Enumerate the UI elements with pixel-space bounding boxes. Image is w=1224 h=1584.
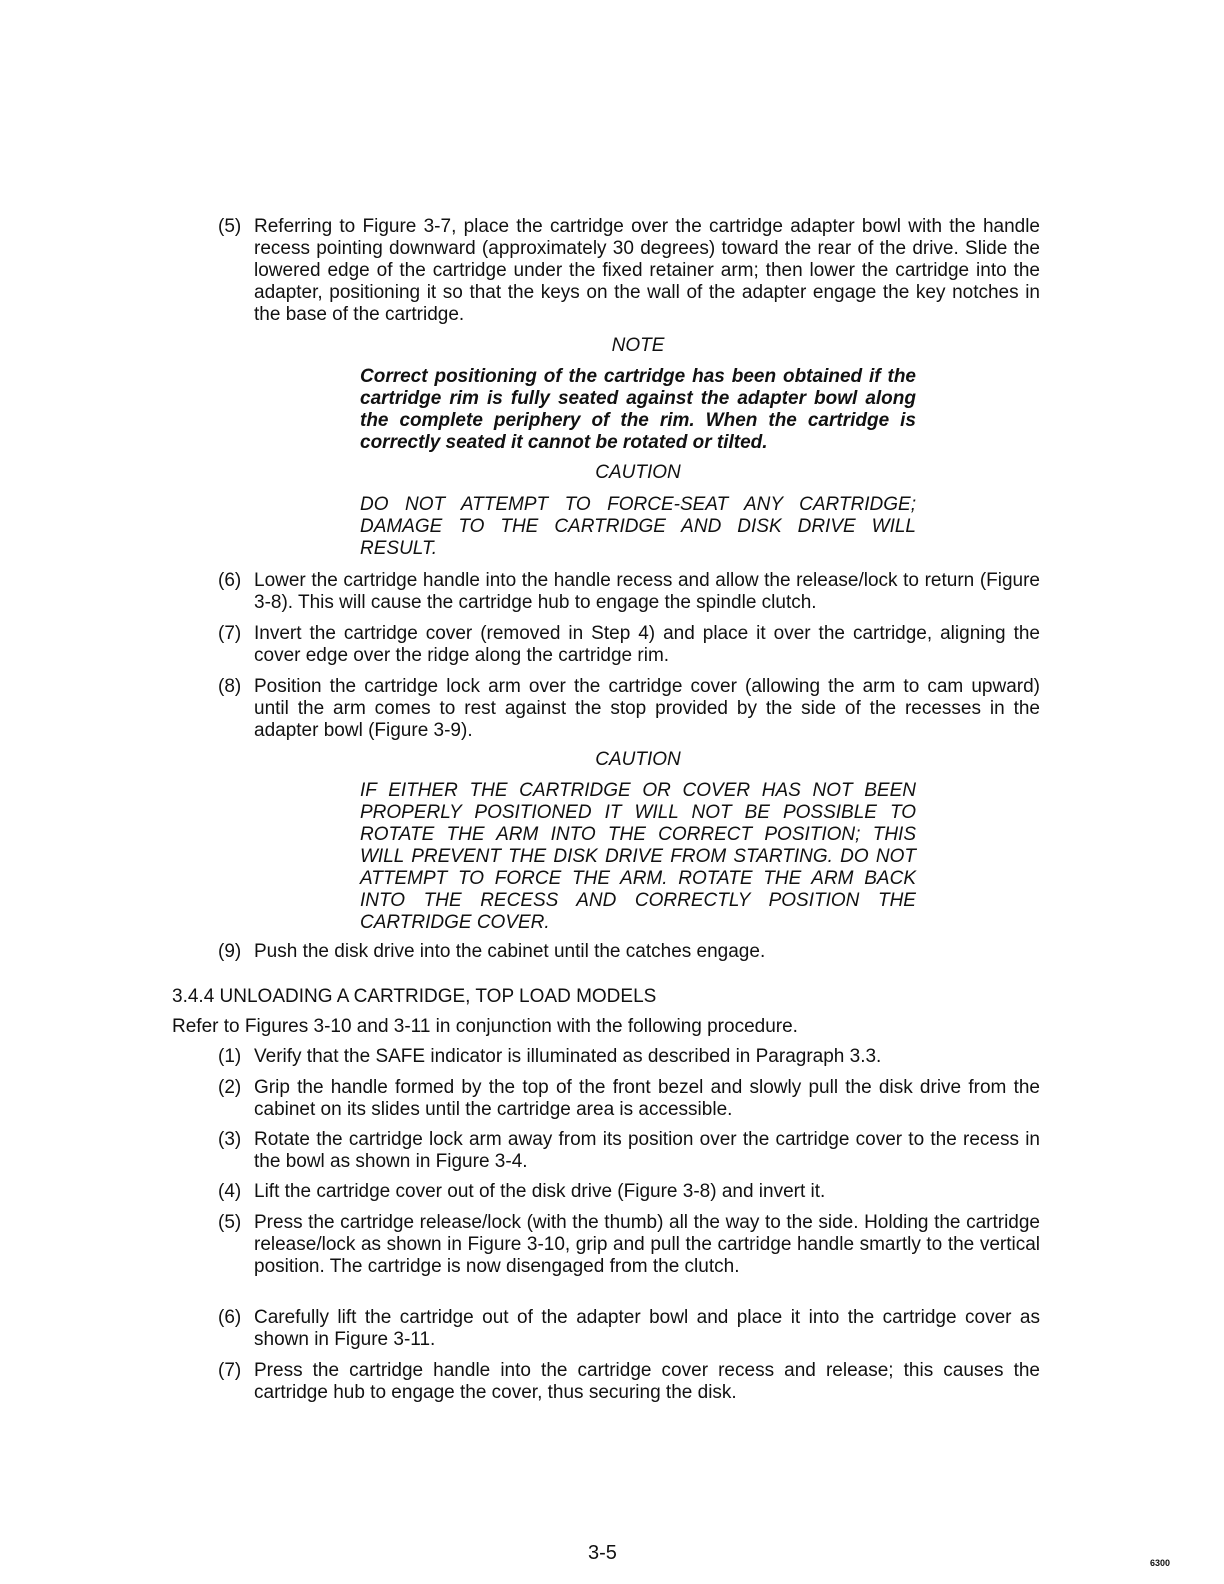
step-number: (6) bbox=[218, 1307, 242, 1328]
step-text: Referring to Figure 3-7, place the cartridge over the cartridge adapter bowl with the handle recess pointing downward (approximately 30 degrees) toward the rear of the drive. Slide the lowered edge of the cartridge under the fixed retainer arm; then lower the cartridge into the adapter, positioning it so that the keys on the wall of the adapter engage the key notches in the base of the cartridge. bbox=[254, 216, 1040, 325]
caution-text: DO NOT ATTEMPT TO FORCE-SEAT ANY CARTRIDGE; DAMAGE TO THE CARTRIDGE AND DISK DRIVE WILL RESULT. bbox=[360, 494, 916, 559]
step-text: Lift the cartridge cover out of the disk drive (Figure 3-8) and invert it. bbox=[254, 1181, 826, 1202]
list-item bbox=[218, 1077, 1040, 1121]
step-text: Verify that the SAFE indicator is illuminated as described in Paragraph 3.3. bbox=[254, 1046, 882, 1067]
document-code: 6300 bbox=[1150, 1558, 1171, 1568]
section-intro: Refer to Figures 3-10 and 3-11 in conjunction with the following procedure. bbox=[172, 1016, 798, 1037]
step-text: Press the cartridge release/lock (with the thumb) all the way to the side. Holding the cartridge release/lock as shown in Figure 3-10, grip and pull the cartridge handle smartly to the vertical position. The cartridge is now disengaged from the clutch. bbox=[254, 1212, 1040, 1277]
list-item bbox=[218, 1307, 1040, 1351]
list-item bbox=[218, 623, 1040, 667]
list-item bbox=[218, 1181, 1040, 1203]
step-text: Position the cartridge lock arm over the cartridge cover (allowing the arm to cam upward) until the arm comes to rest against the stop provided by the side of the recesses in the adapter bowl (Figure 3-9). bbox=[254, 676, 1040, 741]
step-number: (4) bbox=[218, 1181, 242, 1202]
step-number: (7) bbox=[218, 1360, 242, 1381]
list-item bbox=[218, 1046, 1040, 1068]
step-text: Press the cartridge handle into the cartridge cover recess and release; this causes the cartridge hub to engage the cover, thus securing the disk. bbox=[254, 1360, 1040, 1403]
caution-text: IF EITHER THE CARTRIDGE OR COVER HAS NOT BEEN PROPERLY POSITIONED IT WILL NOT BE POSSIBLE TO ROTATE THE ARM INTO THE CORRECT POSITION; THIS WILL PREVENT THE DISK DRIVE FROM STARTING. DO NOT ATTEMPT TO FORCE THE ARM. ROTATE THE ARM BACK INTO THE RECESS AND CORRECTLY POSITION THE CARTRIDGE COVER. bbox=[360, 780, 916, 933]
caution-heading: CAUTION bbox=[595, 749, 681, 770]
step-text: Rotate the cartridge lock arm away from its position over the cartridge cover to the recess in the bowl as shown in Figure 3-4. bbox=[254, 1129, 1040, 1172]
list-item bbox=[218, 1129, 1040, 1173]
step-text: Grip the handle formed by the top of the front bezel and slowly pull the disk drive from the cabinet on its slides until the cartridge area is accessible. bbox=[254, 1077, 1040, 1120]
list-item bbox=[218, 216, 1040, 326]
list-item bbox=[218, 1360, 1040, 1404]
step-number: (9) bbox=[218, 941, 242, 962]
list-item bbox=[218, 941, 1040, 963]
section-heading: 3.4.4 UNLOADING A CARTRIDGE, TOP LOAD MODELS bbox=[172, 986, 657, 1007]
step-number: (5) bbox=[218, 1212, 242, 1233]
step-text: Carefully lift the cartridge out of the adapter bowl and place it into the cartridge cover as shown in Figure 3-11. bbox=[254, 1307, 1040, 1350]
step-number: (7) bbox=[218, 623, 242, 644]
step-number: (2) bbox=[218, 1077, 242, 1098]
step-text: Invert the cartridge cover (removed in Step 4) and place it over the cartridge, aligning the cover edge over the ridge along the cartridge rim. bbox=[254, 623, 1040, 666]
step-number: (5) bbox=[218, 216, 242, 237]
caution-heading: CAUTION bbox=[595, 462, 681, 483]
list-item bbox=[218, 570, 1040, 614]
step-number: (6) bbox=[218, 570, 242, 591]
note-text: Correct positioning of the cartridge has been obtained if the cartridge rim is fully seated against the adapter bowl along the complete periphery of the rim. When the cartridge is correctly seated it cannot be rotated or tilted. bbox=[360, 366, 916, 453]
step-number: (3) bbox=[218, 1129, 242, 1150]
step-text: Push the disk drive into the cabinet until the catches engage. bbox=[254, 941, 766, 962]
page-number: 3-5 bbox=[588, 1542, 617, 1564]
note-heading: NOTE bbox=[611, 335, 665, 356]
list-item bbox=[218, 1212, 1040, 1278]
step-text: Lower the cartridge handle into the handle recess and allow the release/lock to return (Figure 3-8). This will cause the cartridge hub to engage the spindle clutch. bbox=[254, 570, 1040, 613]
step-number: (1) bbox=[218, 1046, 242, 1067]
list-item bbox=[218, 676, 1040, 742]
step-number: (8) bbox=[218, 676, 242, 697]
